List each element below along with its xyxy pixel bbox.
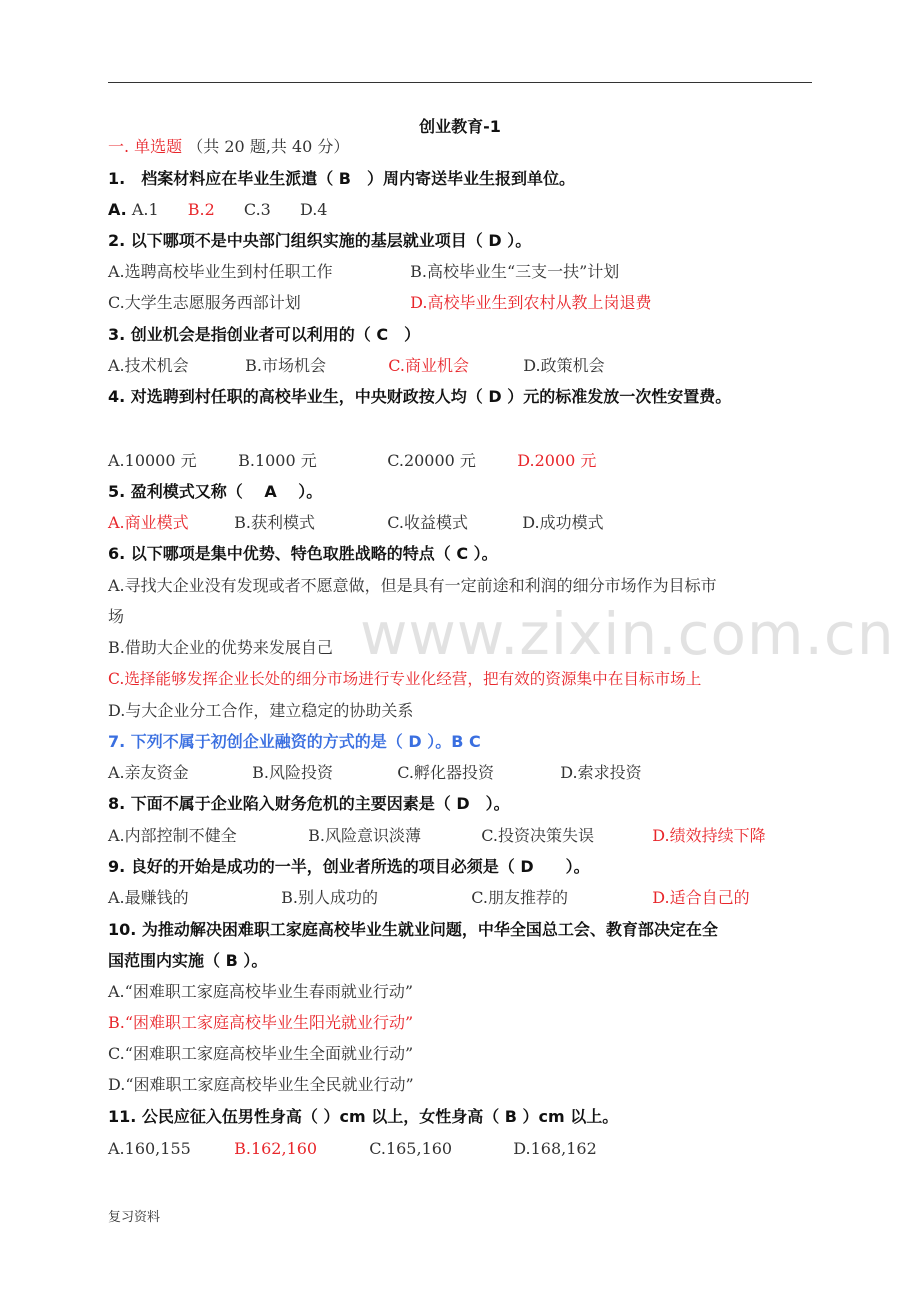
question-5: 5. 盈利模式又称（ A ）。 xyxy=(108,482,323,501)
question-10-continued: 国范围内实施（ B ）。 xyxy=(108,951,268,970)
question-11: 11. 公民应征入伍男性身高（ ）cm 以上，女性身高（ B ）cm 以上。 xyxy=(108,1107,619,1126)
option-d: D.168,162 xyxy=(513,1139,597,1158)
question-3-options xyxy=(108,355,605,377)
option-c: C.商业机会 xyxy=(388,356,469,375)
option-d: D.2000 元 xyxy=(517,451,597,470)
option-c: C.选择能够发挥企业长处的细分市场进行专业化经营，把有效的资源集中在目标市场上 xyxy=(108,670,702,688)
option-d: D.适合自己的 xyxy=(652,888,750,907)
option-a: A.亲友资金 xyxy=(108,763,189,782)
option-b: B.162,160 xyxy=(234,1139,318,1158)
question-11-options xyxy=(108,1138,597,1160)
option-d: D.与大企业分工合作，建立稳定的协助关系 xyxy=(108,701,414,720)
option-b: B.别人成功的 xyxy=(281,888,378,907)
option-b: B.获利模式 xyxy=(234,513,315,532)
option-c: C.孵化器投资 xyxy=(397,763,494,782)
option-a-continued: 场 xyxy=(108,607,125,626)
option-c: C.大学生志愿服务西部计划 xyxy=(108,293,301,312)
option-a: A.商业模式 xyxy=(108,513,189,532)
option-b: B.风险意识淡薄 xyxy=(308,826,421,845)
option-d: D.4 xyxy=(299,200,328,219)
option-b: B.借助大企业的优势来发展自己 xyxy=(108,638,333,657)
option-c: C.朋友推荐的 xyxy=(471,888,568,907)
question-1-options xyxy=(108,199,327,221)
option-c: C.20000 元 xyxy=(387,451,476,470)
question-5-options xyxy=(108,512,604,534)
option-a: A.技术机会 xyxy=(108,356,189,375)
option-d: D.索求投资 xyxy=(560,763,642,782)
question-2: 2. 以下哪项不是中央部门组织实施的基层就业项目（ D ）。 xyxy=(108,231,532,250)
section-header xyxy=(108,136,349,158)
option-b: B.2 xyxy=(187,200,215,219)
question-1: 1. 档案材料应在毕业生派遣（ B ）周内寄送毕业生报到单位。 xyxy=(108,169,575,188)
option-a: A.10000 元 xyxy=(108,451,197,470)
footer-label: 复习资料 xyxy=(108,1210,161,1225)
section-meta: （共 20 题,共 40 分） xyxy=(187,137,350,156)
option-d: D.“困难职工家庭高校毕业生全民就业行动” xyxy=(108,1075,414,1094)
option-a: A.160,155 xyxy=(108,1139,191,1158)
option-b: B.高校毕业生“三支一扶”计划 xyxy=(410,262,620,281)
question-9: 9. 良好的开始是成功的一半，创业者所选的项目必须是（ D ）。 xyxy=(108,857,590,876)
question-2-options-ab xyxy=(108,261,619,283)
option-b: B.市场机会 xyxy=(245,356,326,375)
question-9-options xyxy=(108,887,750,909)
option-c: C.3 xyxy=(243,200,271,219)
option-a: A.寻找大企业没有发现或者不愿意做，但是具有一定前途和利润的细分市场作为目标市 xyxy=(108,576,717,595)
page-title: 创业教育-1 xyxy=(419,117,501,136)
question-3: 3. 创业机会是指创业者可以利用的（ C ） xyxy=(108,325,421,344)
header-rule xyxy=(108,82,812,83)
option-d: D.成功模式 xyxy=(522,513,604,532)
section-label: 一. 单选题 xyxy=(108,137,183,156)
question-4: 4. 对选聘到村任职的高校毕业生，中央财政按人均（ D ）元的标准发放一次性安置费。 xyxy=(108,387,732,406)
option-c: C.投资决策失误 xyxy=(481,826,594,845)
question-8: 8. 下面不属于企业陷入财务危机的主要因素是（ D ）。 xyxy=(108,794,510,813)
option-b: B.1000 元 xyxy=(238,451,317,470)
question-7-options xyxy=(108,762,642,784)
option-d: D.绩效持续下降 xyxy=(652,826,766,845)
option-c: C.收益模式 xyxy=(387,513,468,532)
question-4-options xyxy=(108,450,596,472)
option-b: B.风险投资 xyxy=(252,763,333,782)
option-a: A.最赚钱的 xyxy=(108,888,189,907)
option-d: D.高校毕业生到农村从教上岗退费 xyxy=(410,293,652,312)
watermark: www.zixin.com.cn xyxy=(360,600,895,668)
option-c: C.165,160 xyxy=(369,1139,453,1158)
option-a: A.1 xyxy=(131,200,159,219)
option-prefix: A. xyxy=(108,200,127,219)
option-a: A.“困难职工家庭高校毕业生春雨就业行动” xyxy=(108,982,414,1001)
question-2-options-cd xyxy=(108,292,651,314)
option-a: A.选聘高校毕业生到村任职工作 xyxy=(108,262,333,281)
question-6: 6. 以下哪项是集中优势、特色取胜战略的特点（ C ）。 xyxy=(108,544,498,563)
question-7: 7. 下列不属于初创企业融资的方式的是（ D ）。B C xyxy=(108,732,481,751)
question-8-options xyxy=(108,825,766,847)
option-b: B.“困难职工家庭高校毕业生阳光就业行动” xyxy=(108,1013,414,1032)
option-d: D.政策机会 xyxy=(523,356,605,375)
option-c: C.“困难职工家庭高校毕业生全面就业行动” xyxy=(108,1044,414,1063)
option-a: A.内部控制不健全 xyxy=(108,826,237,845)
question-10: 10. 为推动解决困难职工家庭高校毕业生就业问题，中华全国总工会、教育部决定在全 xyxy=(108,920,718,939)
